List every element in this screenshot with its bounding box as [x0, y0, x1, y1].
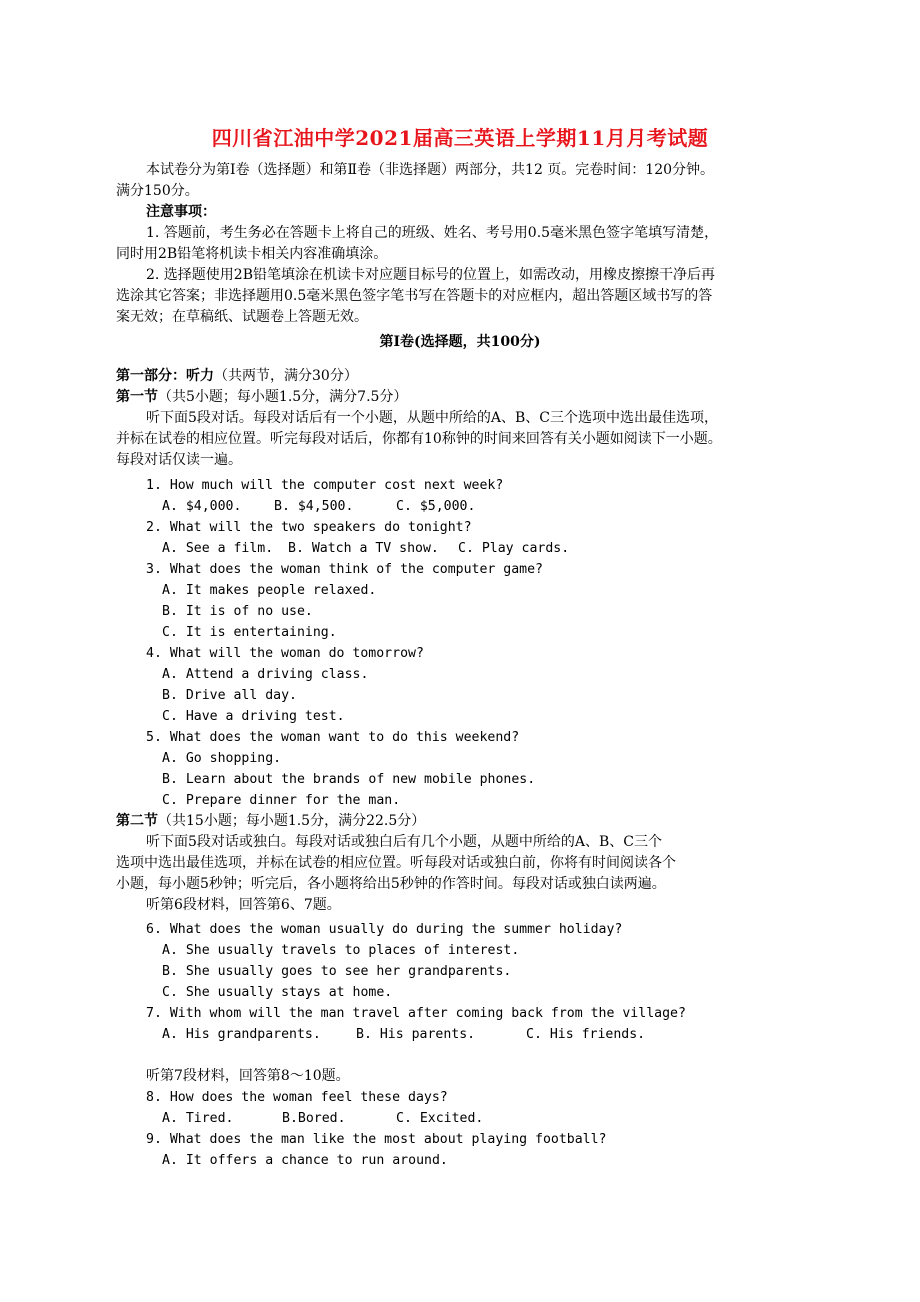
section1-instruction-2: 并标在试卷的相应位置。听完每段对话后，你都有10称钟的时间来回答有关小题如阅读下一小题。: [116, 431, 722, 447]
question-8: 8. How does the woman feel these days?: [146, 1090, 448, 1105]
notice-heading: 注意事项：: [146, 204, 216, 220]
option: C. Have a driving test.: [162, 709, 345, 724]
section1-instruction-3: 每段对话仅读一遍。: [116, 452, 242, 468]
intro-line-1: 本试卷分为第Ⅰ卷（选择题）和第Ⅱ卷（非选择题）两部分，共12 页。完卷时间：120分钟。: [146, 162, 715, 178]
option: C. Excited.: [396, 1111, 484, 1126]
option: A. It offers a chance to run around.: [162, 1153, 448, 1168]
option: B. Learn about the brands of new mobile phones.: [162, 772, 536, 787]
section2-label: 第二节: [116, 813, 158, 829]
notice-line-2: 同时用2B铅笔将机读卡相关内容准确填涂。: [116, 246, 388, 262]
notice-line-3: 2. 选择题使用2B铅笔填涂在机读卡对应题目标号的位置上，如需改动，用橡皮擦擦干净后再: [146, 267, 716, 283]
question-2: 2. What will the two speakers do tonight?: [146, 520, 472, 535]
material-7: 听第7段材料，回答第8～10题。: [146, 1068, 350, 1084]
question-7-options: [162, 1024, 645, 1045]
section1-label: 第一节: [116, 389, 158, 405]
question-1: 1. How much will the computer cost next week?: [146, 478, 504, 493]
question-1-options: [162, 496, 475, 517]
part1-heading: [116, 366, 358, 387]
notice-line-5: 案无效；在草稿纸、试题卷上答题无效。: [116, 309, 368, 325]
part1-rest: （共两节，满分30分）: [214, 368, 358, 384]
section2-instruction-2: 选项中选出最佳选项，并标在试卷的相应位置。听每段对话或独白前，你将有时间阅读各个: [116, 855, 676, 871]
page-title: 四川省江油中学2021届高三英语上学期11月月考试题: [211, 126, 709, 150]
option: A. Go shopping.: [162, 751, 282, 766]
section1-instruction-1: 听下面5段对话。每段对话后有一个小题，从题中所给的A、B、C三个选项中选出最佳选项，: [146, 410, 719, 426]
option: A. Tired.: [162, 1111, 234, 1126]
section1-rest: （共5小题；每小题1.5分，满分7.5分）: [158, 389, 408, 405]
option: B. His parents.: [356, 1027, 476, 1042]
section1-heading: [116, 387, 407, 408]
part1-label: 第一部分：听力: [116, 368, 214, 384]
question-8-options: [162, 1108, 483, 1129]
question-9: 9. What does the man like the most about playing football?: [146, 1132, 607, 1147]
option: C. Prepare dinner for the man.: [162, 793, 401, 808]
option: C. It is entertaining.: [162, 625, 337, 640]
section2-heading: [116, 811, 425, 832]
option: A. She usually travels to places of interest.: [162, 943, 520, 958]
notice-line-1: 1. 答题前，考生务必在答题卡上将自己的班级、姓名、考号用0.5毫米黑色签字笔填写清楚，: [146, 225, 719, 241]
notice-line-4: 选涂其它答案；非选择题用0.5毫米黑色签字笔书写在答题卡的对应框内，超出答题区域书写的答: [116, 288, 713, 304]
option: B. $4,500.: [274, 499, 354, 514]
option: B. It is of no use.: [162, 604, 313, 619]
option: C. $5,000.: [396, 499, 476, 514]
material-6: 听第6段材料，回答第6、7题。: [146, 897, 341, 913]
option: B. Drive all day.: [162, 688, 297, 703]
question-2-options: [162, 538, 569, 559]
option: A. It makes people relaxed.: [162, 583, 377, 598]
option: C. His friends.: [526, 1027, 646, 1042]
option: A. $4,000.: [162, 499, 242, 514]
option: B. She usually goes to see her grandparents.: [162, 964, 512, 979]
option: C. Play cards.: [458, 541, 570, 556]
question-3: 3. What does the woman think of the computer game?: [146, 562, 543, 577]
option: C. She usually stays at home.: [162, 985, 393, 1000]
option: A. Attend a driving class.: [162, 667, 369, 682]
question-7: 7. With whom will the man travel after coming back from the village?: [146, 1006, 686, 1021]
section2-instruction-3: 小题，每小题5秒钟；听完后，各小题将给出5秒钟的作答时间。每段对话或独白读两遍。: [116, 876, 666, 892]
section2-rest: （共15小题；每小题1.5分，满分22.5分）: [158, 813, 426, 829]
intro-line-2: 满分150分。: [116, 183, 199, 199]
volume1-heading: 第Ⅰ卷(选择题，共100分): [379, 334, 541, 350]
section2-instruction-1: 听下面5段对话或独白。每段对话或独白后有几个小题，从题中所给的A、B、C三个: [146, 834, 663, 850]
question-6: 6. What does the woman usually do during the summer holiday?: [146, 922, 623, 937]
question-4: 4. What will the woman do tomorrow?: [146, 646, 424, 661]
option: B. Watch a TV show.: [288, 541, 439, 556]
option: A. His grandparents.: [162, 1027, 321, 1042]
question-5: 5. What does the woman want to do this weekend?: [146, 730, 520, 745]
option: A. See a film.: [162, 541, 274, 556]
option: B.Bored.: [282, 1111, 346, 1126]
